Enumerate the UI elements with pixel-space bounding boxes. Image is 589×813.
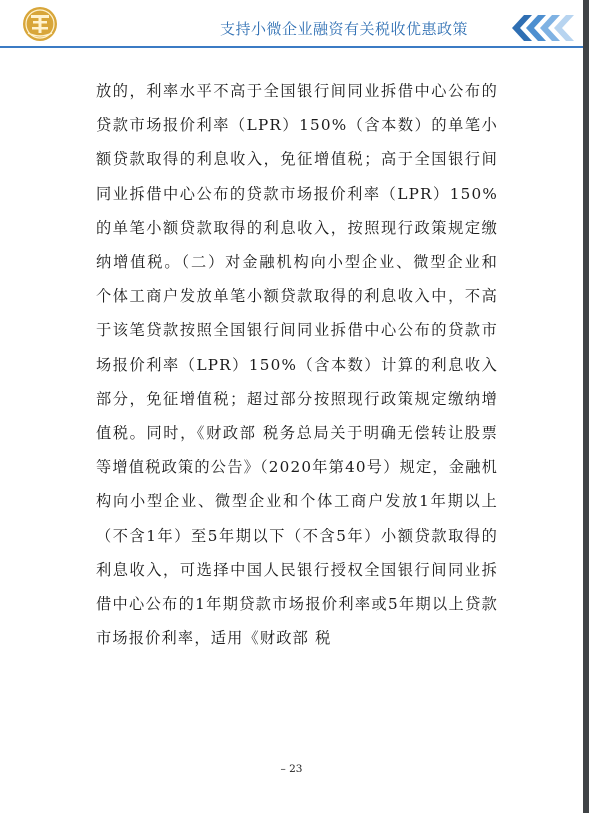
body-paragraph: 放的，利率水平不高于全国银行间同业拆借中心公布的贷款市场报价利率（LPR）150%（含本数）的单笔小额贷款取得的利息收入，免征增值税；高于全国银行间同业拆借中心公布的贷款市场报价利率（LPR）150%的单笔小额贷款取得的利息收入，按照现行政策规定缴纳增值税。（二）对金融机构向小型企业、微型企业和个体工商户发放单笔小额贷款取得的利息收入中，不高于该笔贷款按照全国银行间同业拆借中心公布的贷款市场报价利率（LPR）150%（含本数）计算的利息收入部分，免征增值税；超过部分按照现行政策规定缴纳增值税。同时，《财政部 税务总局关于明确无偿转让股票等增值税政策的公告》（2020年第40号）规定，金融机构向小型企业、微型企业和个体工商户发放1年期以上（不含1年）至5年期以下（不含5年）小额贷款取得的利息收入，可选择中国人民银行授权全国银行间同业拆借中心公布的1年期贷款市场报价利率或5年期以上贷款市场报价利率，适用《财政部 税 <box>96 82 498 648</box>
page-number: – 23 <box>280 763 303 775</box>
header-divider <box>0 46 583 48</box>
page-header <box>0 0 583 62</box>
viewer-scrollbar-edge <box>583 0 589 813</box>
tax-emblem-icon <box>22 6 58 42</box>
header-title: 支持小微企业融资有关税收优惠政策 <box>220 20 469 38</box>
chevron-decoration-icon <box>512 13 574 43</box>
